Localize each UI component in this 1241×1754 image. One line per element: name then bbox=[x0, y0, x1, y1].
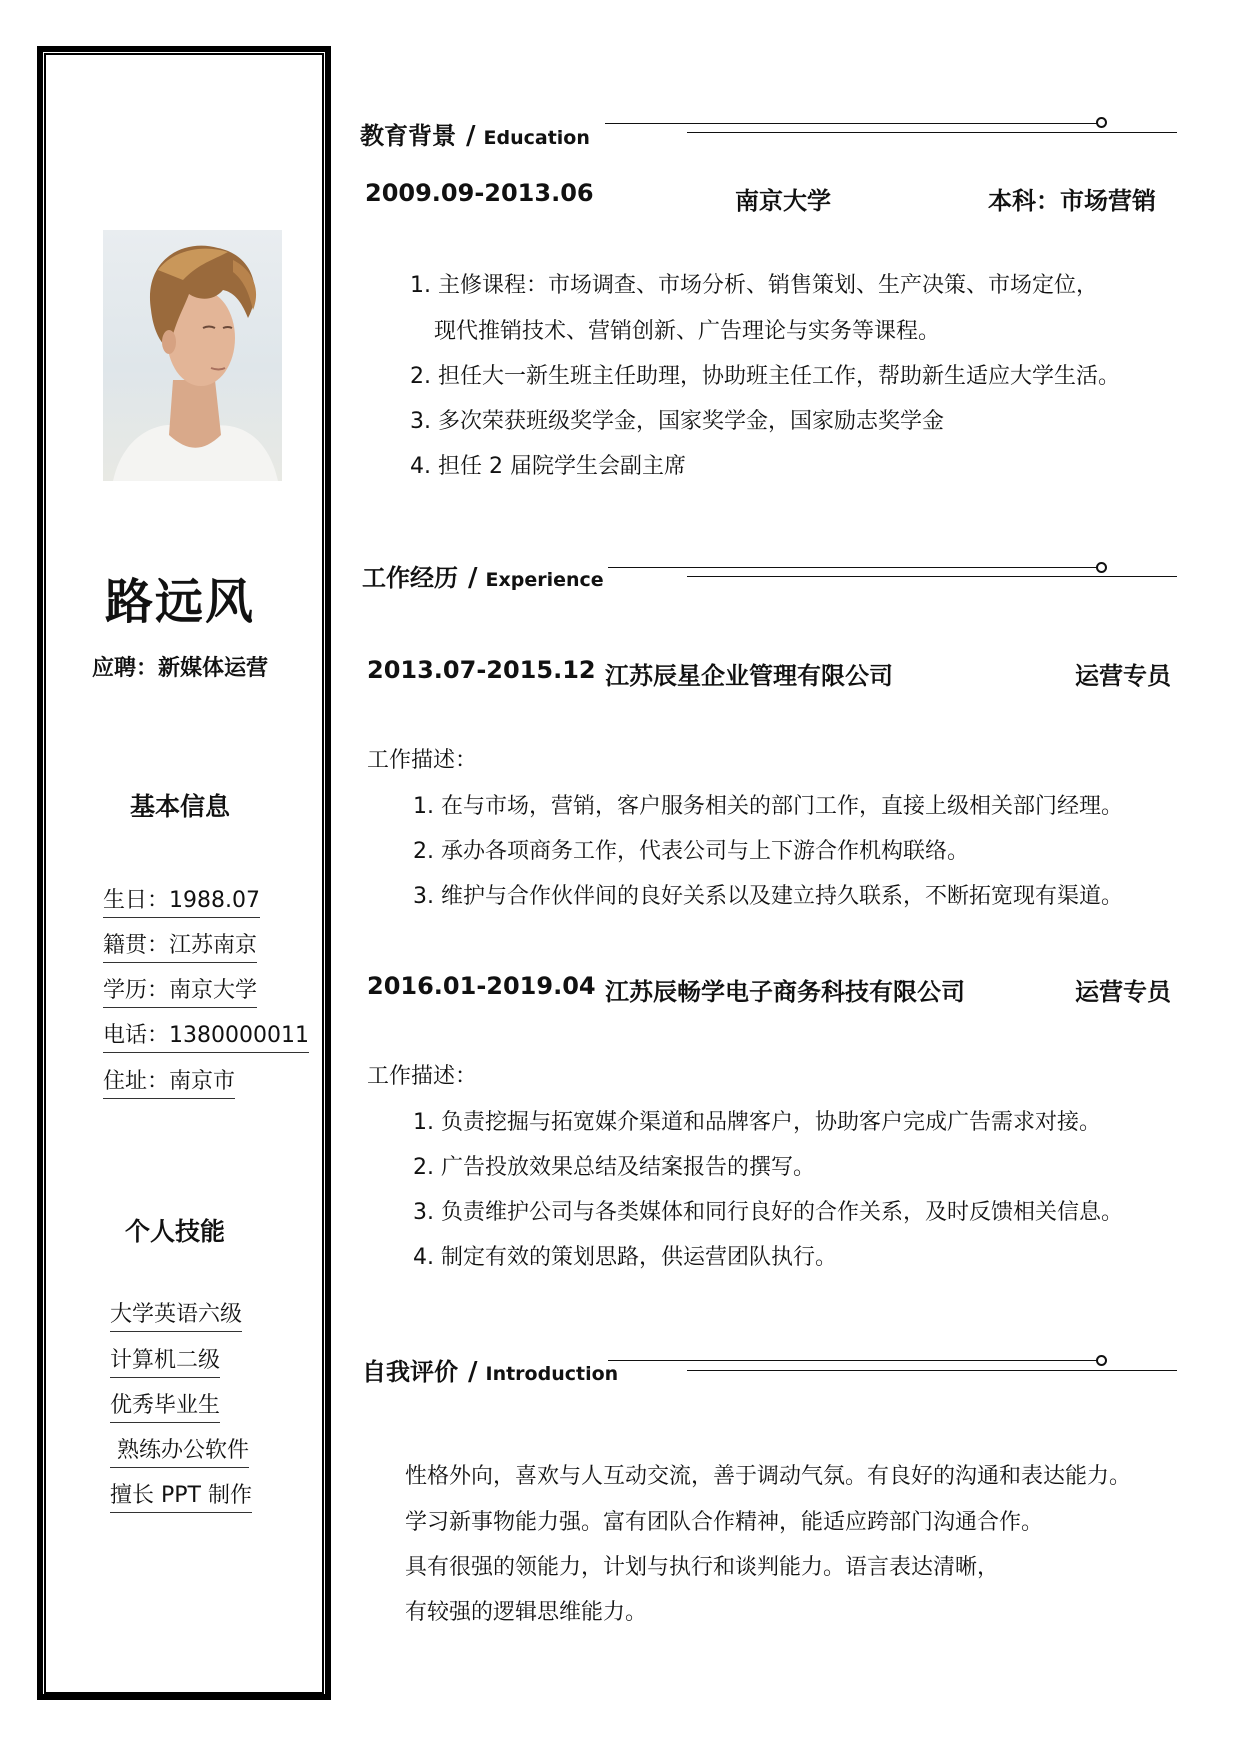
introduction-line: 有较强的逻辑思维能力。 bbox=[405, 1600, 648, 1625]
job-duty: 3. 维护与合作伙伴间的良好关系以及建立持久联系，不断拓宽现有渠道。 bbox=[413, 884, 1123, 909]
education-period: 2009.09-2013.06 bbox=[365, 179, 594, 207]
job-duty: 3. 负责维护公司与各类媒体和同行良好的合作关系，及时反馈相关信息。 bbox=[413, 1200, 1123, 1225]
section-title-en: Introduction bbox=[485, 1363, 619, 1385]
section-title-zh: 自我评价 bbox=[362, 1358, 458, 1386]
job-company: 江苏辰畅学电子商务科技有限公司 bbox=[605, 978, 965, 1006]
education-item: 3. 多次荣获班级奖学金，国家奖学金，国家励志奖学金 bbox=[410, 409, 944, 434]
introduction-heading bbox=[362, 1352, 618, 1387]
info-hometown: 籍贯：江苏南京 bbox=[103, 931, 257, 963]
section-title-en: Education bbox=[483, 127, 590, 149]
section-title-en: Experience bbox=[485, 569, 604, 591]
introduction-line: 具有很强的领能力，计划与执行和谈判能力。语言表达清晰， bbox=[405, 1555, 1000, 1580]
section-rule-dot-icon bbox=[1096, 562, 1107, 573]
job-desc-label: 工作描述： bbox=[367, 748, 478, 773]
info-address: 住址：南京市 bbox=[103, 1067, 235, 1099]
skill-item: 大学英语六级 bbox=[110, 1300, 242, 1332]
job-duty: 1. 在与市场，营销，客户服务相关的部门工作，直接上级相关部门经理。 bbox=[413, 794, 1123, 819]
section-title-zh: 工作经历 bbox=[362, 564, 458, 592]
section-rule-top bbox=[608, 567, 1101, 568]
skill-item: 优秀毕业生 bbox=[110, 1391, 220, 1423]
job-duty: 2. 广告投放效果总结及结案报告的撰写。 bbox=[413, 1155, 815, 1180]
basic-info-heading: 基本信息 bbox=[130, 792, 231, 821]
job-duty: 2. 承办各项商务工作，代表公司与上下游合作机构联络。 bbox=[413, 839, 969, 864]
education-school: 南京大学 bbox=[735, 187, 831, 215]
education-degree: 本科：市场营销 bbox=[988, 187, 1156, 215]
section-rule-top bbox=[608, 1360, 1101, 1361]
skill-item: 擅长 PPT 制作 bbox=[110, 1481, 252, 1513]
info-education: 学历：南京大学 bbox=[103, 976, 257, 1008]
title-slash: / bbox=[468, 1357, 478, 1387]
portrait-illustration bbox=[103, 230, 282, 481]
section-rule-dot-icon bbox=[1096, 1355, 1107, 1366]
profile-photo bbox=[103, 230, 282, 481]
skill-item: 熟练办公软件 bbox=[110, 1436, 249, 1468]
job-duty: 1. 负责挖掘与拓宽媒介渠道和品牌客户，协助客户完成广告需求对接。 bbox=[413, 1110, 1101, 1135]
title-slash: / bbox=[466, 121, 476, 151]
education-item-continued: 现代推销技术、营销创新、广告理论与实务等课程。 bbox=[434, 319, 941, 344]
info-phone: 电话：1380000011 bbox=[103, 1021, 309, 1053]
introduction-line: 学习新事物能力强。富有团队合作精神，能适应跨部门沟通合作。 bbox=[405, 1510, 1044, 1535]
job-role: 运营专员 bbox=[1075, 978, 1171, 1006]
applied-position: 应聘：新媒体运营 bbox=[91, 656, 268, 681]
education-item: 1. 主修课程：市场调查、市场分析、销售策划、生产决策、市场定位， bbox=[410, 273, 1098, 298]
section-rule-bottom bbox=[687, 576, 1177, 577]
candidate-name: 路远风 bbox=[104, 574, 255, 630]
job-role: 运营专员 bbox=[1075, 662, 1171, 690]
section-title-zh: 教育背景 bbox=[360, 122, 456, 150]
info-birthday: 生日：1988.07 bbox=[103, 886, 260, 918]
title-slash: / bbox=[468, 563, 478, 593]
job-desc-label: 工作描述： bbox=[367, 1064, 478, 1089]
job-period: 2013.07-2015.12 bbox=[367, 656, 596, 684]
education-heading bbox=[360, 116, 590, 151]
job-duty: 4. 制定有效的策划思路，供运营团队执行。 bbox=[413, 1245, 837, 1270]
education-item: 4. 担任 2 届院学生会副主席 bbox=[410, 454, 686, 479]
job-period: 2016.01-2019.04 bbox=[367, 972, 596, 1000]
skill-item: 计算机二级 bbox=[110, 1346, 220, 1378]
section-rule-bottom bbox=[687, 1370, 1177, 1371]
skills-heading: 个人技能 bbox=[125, 1217, 226, 1246]
introduction-line: 性格外向，喜欢与人互动交流，善于调动气氛。有良好的沟通和表达能力。 bbox=[405, 1464, 1132, 1489]
section-rule-dot-icon bbox=[1096, 117, 1107, 128]
experience-heading bbox=[362, 558, 604, 593]
section-rule-bottom bbox=[687, 132, 1177, 133]
education-item: 2. 担任大一新生班主任助理，协助班主任工作，帮助新生适应大学生活。 bbox=[410, 364, 1120, 389]
section-rule-top bbox=[605, 123, 1101, 124]
job-company: 江苏辰星企业管理有限公司 bbox=[605, 662, 893, 690]
